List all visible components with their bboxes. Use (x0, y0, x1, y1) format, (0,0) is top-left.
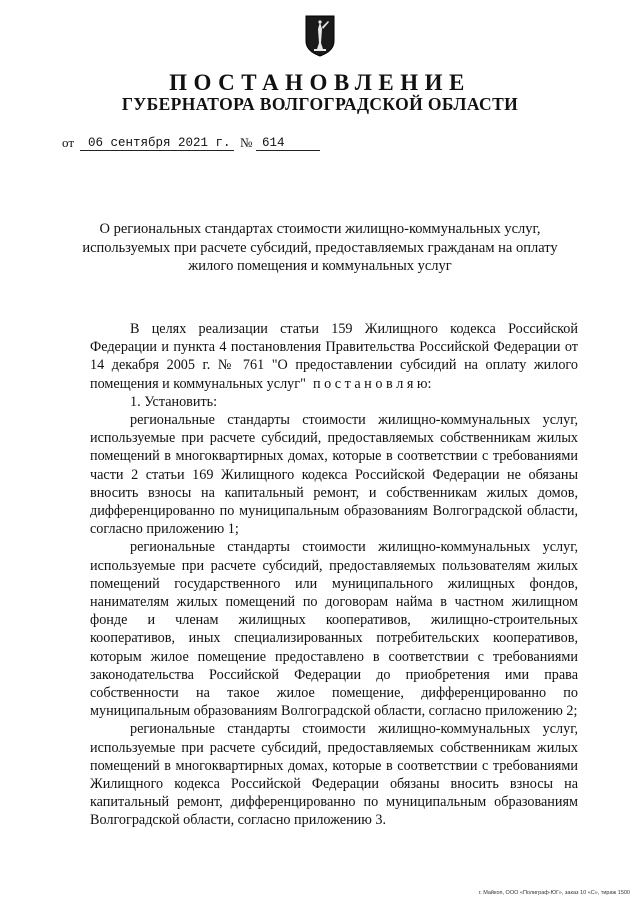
intro-verb: п о с т а н о в л я ю: (312, 375, 432, 392)
intro-paragraph (90, 320, 578, 393)
document-type-heading: ПОСТАНОВЛЕНИЕ (169, 70, 471, 95)
document-title: О региональных стандартах стоимости жилищно-коммунальных услуг, используемых при расчете субсидий, предоставляемых гражданам на оплату жилого помещения и коммунальных услуг (82, 221, 558, 274)
standards-paragraph-3: региональные стандарты стоимости жилищно-коммунальных услуг, используемые при расчете субсидий, предоставляемых собственникам жилых помещений в многоквартирных домах, которые в соответствии с требованиями Жилищного кодекса Российской Федерации обязаны вносить взносы на капитальный ремонт, дифференцированно по муниципальным образованиям Волгоградской области, согласно приложению 3. (90, 721, 578, 829)
number-prefix: № (240, 135, 253, 150)
date-underline (80, 150, 234, 151)
date-value: 06 сентября 2021 г. (88, 136, 231, 150)
date-prefix: от (62, 135, 75, 150)
standards-paragraph-1: региональные стандарты стоимости жилищно-коммунальных услуг, используемые при расчете субсидий, предоставляемых собственникам жилых помещений в многоквартирных домах, которые в соответствии с требованиями части 2 статьи 169 Жилищного кодекса Российской Федерации не обязаны вносить взносы на капитальный ремонт, и собственникам жилых домов, дифференцированно по муниципальным образованиям Волгоградской области, согласно приложению 1; (90, 412, 578, 538)
number-value: 614 (262, 136, 285, 150)
number-underline (256, 150, 320, 151)
issuer-heading: ГУБЕРНАТОРА ВОЛГОГРАДСКОЙ ОБЛАСТИ (121, 94, 519, 114)
print-imprint: г. Майкоп, ООО «Полиграф-ЮГ», заказ 10 «С», тираж 1500 (478, 890, 630, 896)
coat-of-arms-icon (305, 15, 335, 57)
document-body (90, 320, 578, 830)
standards-paragraph-2: региональные стандарты стоимости жилищно-коммунальных услуг, используемые при расчете субсидий, предоставляемых пользователям жилых помещений государственного или муниципального жилищных фондов, нанимателям жилых помещений по договорам найма в частном жилищном фонде и членам жилищных кооперативов, жилищно-строительных кооперативов, иных специализированных потребительских кооперативов, которым жилое помещение предоставлено в соответствии с требованиями законодательства Российской Федерации до приобретения ими права собственности на такое жилое помещение, дифференцированно по муниципальным образованиям Волгоградской области, согласно приложению 2; (90, 539, 578, 720)
intro-text: В целях реализации статьи 159 Жилищного кодекса Российской Федерации и пункта 4 постановления Правительства Российской Федерации от 14 декабря 2005 г. № 761 "О предоставлении субсидий на оплату жилого помещения и коммунальных услуг" (90, 321, 578, 392)
item-1: 1. Установить: (130, 393, 218, 410)
